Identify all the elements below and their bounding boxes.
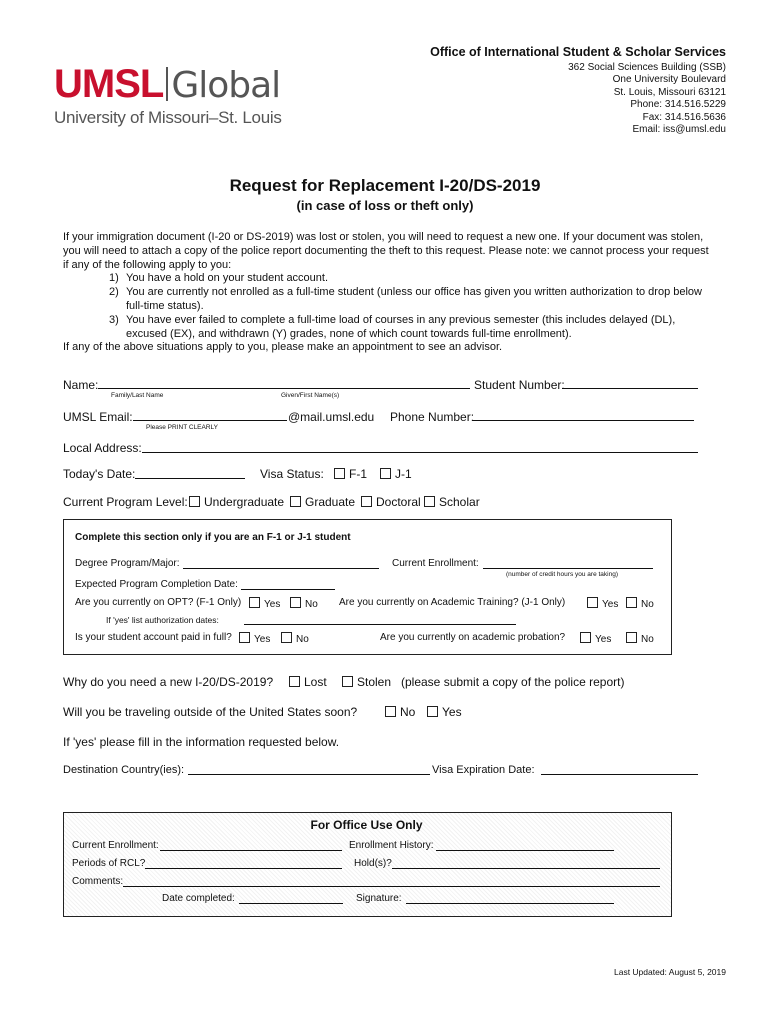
umsl-email-input[interactable] (133, 409, 287, 421)
student-number-label: Student Number: (474, 378, 565, 392)
paid-yes-label: Yes (254, 634, 271, 645)
credit-hours-caption: (number of credit hours you are taking) (506, 571, 618, 578)
ou-enrollment-input[interactable] (160, 840, 342, 851)
stolen-note: (please submit a copy of the police report) (401, 675, 625, 689)
opt-yes-checkbox[interactable] (249, 597, 260, 608)
phone-input[interactable] (472, 409, 694, 421)
at-no-checkbox[interactable] (626, 597, 637, 608)
paid-question: Is your student account paid in full? (75, 632, 232, 643)
ou-rcl-input[interactable] (145, 858, 342, 869)
ou-holds-input[interactable] (392, 858, 660, 869)
if-yes-instruction: If 'yes' please fill in the information requested below. (63, 735, 340, 749)
office-address-3: St. Louis, Missouri 63121 (613, 86, 726, 98)
scholar-label: Scholar (439, 495, 480, 509)
doctoral-label: Doctoral (376, 495, 421, 509)
travel-yes-checkbox[interactable] (427, 706, 438, 717)
probation-no-label: No (641, 634, 654, 645)
ou-signature-input[interactable] (406, 893, 614, 904)
opt-no-label: No (305, 599, 318, 610)
section-heading: Complete this section only if you are an F-1 or J-1 student (75, 532, 351, 543)
office-contact (430, 46, 726, 137)
at-no-label: No (641, 599, 654, 610)
auth-dates-input[interactable] (244, 614, 516, 625)
program-level-label: Current Program Level: (63, 495, 188, 509)
graduate-label: Graduate (305, 495, 356, 509)
undergraduate-label: Undergraduate (204, 495, 285, 509)
office-address-2: One University Boulevard (612, 74, 726, 85)
undergraduate-checkbox[interactable] (189, 496, 200, 507)
ou-history-label: Enrollment History: (349, 840, 434, 851)
name-input[interactable] (98, 377, 470, 389)
local-address-input[interactable] (142, 441, 698, 453)
logo-subtitle: University of Missouri–St. Louis (54, 108, 282, 127)
scholar-checkbox[interactable] (424, 496, 435, 507)
auth-dates-label: If 'yes' list authorization dates: (106, 615, 219, 625)
destination-input[interactable] (188, 763, 430, 775)
ou-date-completed-label: Date completed: (162, 893, 235, 904)
intro-item: 1) You have a hold on your student account. (109, 272, 329, 285)
given-name-caption: Given/First Name(s) (281, 392, 340, 399)
degree-input[interactable] (183, 558, 379, 569)
intro-paragraph: If your immigration document (I-20 or DS-2019) was lost or stolen, you will need to request a new one. If your document was stolen, you will need to attach a copy of the police report documenting the theft to this request. Please note: we cannot process your request if any of the following apply to you: (63, 231, 709, 271)
ou-comments-label: Comments: (72, 876, 124, 887)
paid-yes-checkbox[interactable] (239, 632, 250, 643)
student-number-input[interactable] (562, 377, 698, 389)
todays-date-label: Today's Date: (63, 467, 136, 481)
local-address-label: Local Address: (63, 441, 142, 455)
ou-rcl-label: Periods of RCL? (72, 858, 146, 869)
lost-checkbox[interactable] (289, 676, 300, 687)
doctoral-checkbox[interactable] (361, 496, 372, 507)
print-clearly-caption: Please PRINT CLEARLY (146, 424, 219, 431)
paid-no-label: No (296, 634, 309, 645)
visa-expiration-input[interactable] (541, 763, 698, 775)
opt-yes-label: Yes (264, 599, 281, 610)
office-address-1: 362 Social Sciences Building (SSB) (568, 61, 726, 73)
f1-label: F-1 (349, 467, 367, 481)
last-updated: Last Updated: August 5, 2019 (613, 967, 726, 977)
office-email: Email: iss@umsl.edu (632, 124, 726, 135)
academic-training-question: Are you currently on Academic Training? (J-1 Only) (339, 597, 566, 608)
completion-date-label: Expected Program Completion Date: (75, 579, 238, 590)
ou-signature-label: Signature: (356, 893, 402, 904)
ou-date-completed-input[interactable] (239, 893, 343, 904)
office-fax: Fax: 314.516.5636 (642, 111, 726, 123)
phone-label: Phone Number: (390, 410, 475, 424)
travel-no-label: No (400, 705, 416, 719)
at-yes-checkbox[interactable] (587, 597, 598, 608)
stolen-checkbox[interactable] (342, 676, 353, 687)
logo-global: Global (171, 65, 281, 106)
ou-enrollment-label: Current Enrollment: (72, 840, 159, 851)
probation-yes-label: Yes (595, 634, 612, 645)
probation-no-checkbox[interactable] (626, 632, 637, 643)
travel-yes-label: Yes (442, 705, 462, 719)
opt-no-checkbox[interactable] (290, 597, 301, 608)
j1-label: J-1 (395, 467, 412, 481)
j1-checkbox[interactable] (380, 468, 391, 479)
graduate-checkbox[interactable] (290, 496, 301, 507)
umsl-email-label: UMSL Email: (63, 410, 133, 424)
office-title: Office of International Student & Scholar Services (430, 45, 726, 59)
ou-history-input[interactable] (436, 840, 614, 851)
intro-text (63, 231, 713, 355)
destination-label: Destination Country(ies): (63, 764, 185, 776)
page-title: Request for Replacement I-20/DS-2019 (229, 176, 541, 195)
at-yes-label: Yes (602, 599, 619, 610)
enrollment-input[interactable] (483, 558, 653, 569)
probation-yes-checkbox[interactable] (580, 632, 591, 643)
ou-holds-label: Hold(s)? (354, 858, 392, 869)
degree-label: Degree Program/Major: (75, 558, 180, 569)
name-label: Name: (63, 378, 99, 392)
why-question: Why do you need a new I-20/DS-2019? (63, 675, 274, 689)
visa-expiration-label: Visa Expiration Date: (432, 764, 535, 776)
mail-suffix: @mail.umsl.edu (288, 410, 375, 424)
office-use-heading: For Office Use Only (310, 818, 423, 832)
intro-closing: If any of the above situations apply to you, please make an appointment to see an advisor. (63, 341, 503, 354)
travel-no-checkbox[interactable] (385, 706, 396, 717)
umsl-global-logo (54, 64, 282, 128)
travel-question: Will you be traveling outside of the United States soon? (63, 705, 358, 719)
family-name-caption: Family/Last Name (111, 392, 164, 399)
paid-no-checkbox[interactable] (281, 632, 292, 643)
logo-umsl: UMSL (54, 62, 164, 106)
page-subtitle: (in case of loss or theft only) (296, 198, 474, 213)
completion-date-input[interactable] (241, 579, 335, 590)
intro-item: 3) You have ever failed to complete a full-time load of courses in any previous semester (this includes delayed (DL), excused (EX), and withdrawn (Y) grades, none of which count towards full-time enrollment). (109, 313, 676, 340)
f1-checkbox[interactable] (334, 468, 345, 479)
ou-comments-input[interactable] (123, 876, 660, 887)
todays-date-input[interactable] (135, 467, 245, 479)
opt-question: Are you currently on OPT? (F-1 Only) (75, 597, 242, 608)
probation-question: Are you currently on academic probation? (380, 632, 566, 643)
intro-item: 2) You are currently not enrolled as a full-time student (unless our office has given you written authorization to drop below full-time status). (109, 286, 702, 312)
stolen-label: Stolen (357, 675, 392, 689)
lost-label: Lost (304, 675, 327, 689)
office-phone: Phone: 314.516.5229 (630, 99, 726, 110)
visa-status-label: Visa Status: (260, 467, 324, 481)
enrollment-label: Current Enrollment: (392, 558, 479, 569)
